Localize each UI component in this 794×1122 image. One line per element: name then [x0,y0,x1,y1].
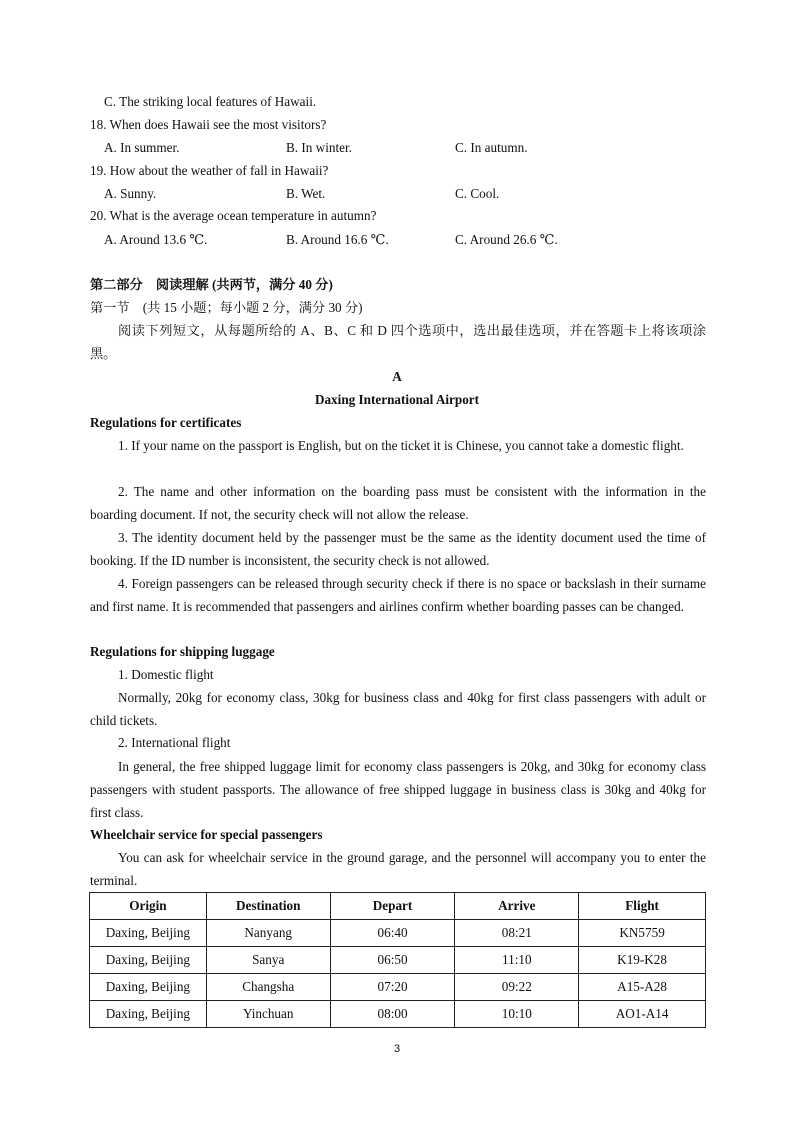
table-header-row [90,893,706,920]
paragraph: 2. The name and other information on the boarding pass must be consistent with the information in the boarding document. If not, the security check will not allow the release. [90,484,706,522]
paragraph: In general, the free shipped luggage limit for economy class passengers is 20kg, and 30kg for economy class passengers with student passports. The allowance of free shipped luggage in business class is 30kg and 40kg for first class. [90,759,706,820]
option-c: C. Around 26.6 ℃. [455,232,558,247]
passage-letter: A [392,369,402,384]
sub-heading: 2. International flight [118,735,231,750]
section-heading: 第一节 (共 15 小题；每小题 2 分，满分 30 分) [90,300,363,315]
paragraph: 3. The identity document held by the passenger must be the same as the identity document used the time of booking. If the ID number is inconsistent, the security check is not allowed. [90,530,706,568]
table-cell: Changsha [206,974,330,1001]
option-b: B. In winter. [286,140,352,155]
flight-table [89,892,706,1028]
option-c: C. In autumn. [455,140,528,155]
table-cell: Sanya [206,947,330,974]
q17-option-c: C. The striking local features of Hawaii. [104,94,317,109]
passage-title: Daxing International Airport [314,392,480,407]
table-row [90,974,706,1001]
table-cell: Nanyang [206,920,330,947]
paragraph: 1. If your name on the passport is English, but on the ticket it is Chinese, you cannot take a domestic flight. [118,438,684,453]
question-stem: 18. When does Hawaii see the most visitors? [90,117,327,132]
column-header: Origin [90,893,207,920]
column-header: Depart [330,893,455,920]
table-row [90,1001,706,1028]
instruction-text: 阅读下列短文，从每题所给的 A、B、C 和 D 四个选项中，选出最佳选项，并在答题卡上将该项涂黑。 [90,323,706,361]
page-number: 3 [393,1043,401,1055]
option-a: A. In summer. [104,140,180,155]
table-cell: 07:20 [330,974,455,1001]
table-cell: 11:10 [455,947,579,974]
table-cell: Daxing, Beijing [90,974,207,1001]
table-row [90,947,706,974]
section-heading-luggage: Regulations for shipping luggage [90,644,275,659]
table-cell: Daxing, Beijing [90,920,207,947]
table-cell: 08:00 [330,1001,455,1028]
option-a: A. Sunny. [104,186,157,201]
paragraph: Normally, 20kg for economy class, 30kg for business class and 40kg for first class passengers with adult or child tickets. [90,690,706,728]
table-cell: AO1-A14 [579,1001,706,1028]
table-cell: KN5759 [579,920,706,947]
table-cell: Daxing, Beijing [90,947,207,974]
option-c: C. Cool. [455,186,500,201]
table-cell: Daxing, Beijing [90,1001,207,1028]
column-header: Destination [206,893,330,920]
column-header: Flight [579,893,706,920]
sub-heading: 1. Domestic flight [118,667,214,682]
table-cell: A15-A28 [579,974,706,1001]
paragraph: You can ask for wheelchair service in the ground garage, and the personnel will accompany you to enter the terminal. [90,850,706,888]
option-b: B. Wet. [286,186,326,201]
paragraph: 4. Foreign passengers can be released through security check if there is no space or backslash in their surname and first name. It is recommended that passengers and airlines confirm whether boarding passes can be changed. [90,576,706,614]
column-header: Arrive [455,893,579,920]
question-stem: 19. How about the weather of fall in Hawaii? [90,163,329,178]
table-cell: Yinchuan [206,1001,330,1028]
table-cell: K19-K28 [579,947,706,974]
table-cell: 06:40 [330,920,455,947]
table-cell: 06:50 [330,947,455,974]
section-heading-wheelchair: Wheelchair service for special passengers [90,827,323,842]
option-b: B. Around 16.6 ℃. [286,232,389,247]
table-cell: 08:21 [455,920,579,947]
table-cell: 10:10 [455,1001,579,1028]
table-row [90,920,706,947]
section-heading-certificates: Regulations for certificates [90,415,242,430]
table-cell: 09:22 [455,974,579,1001]
option-a: A. Around 13.6 ℃. [104,232,208,247]
question-stem: 20. What is the average ocean temperature in autumn? [90,208,377,223]
part-heading: 第二部分 阅读理解 (共两节，满分 40 分) [90,277,333,292]
